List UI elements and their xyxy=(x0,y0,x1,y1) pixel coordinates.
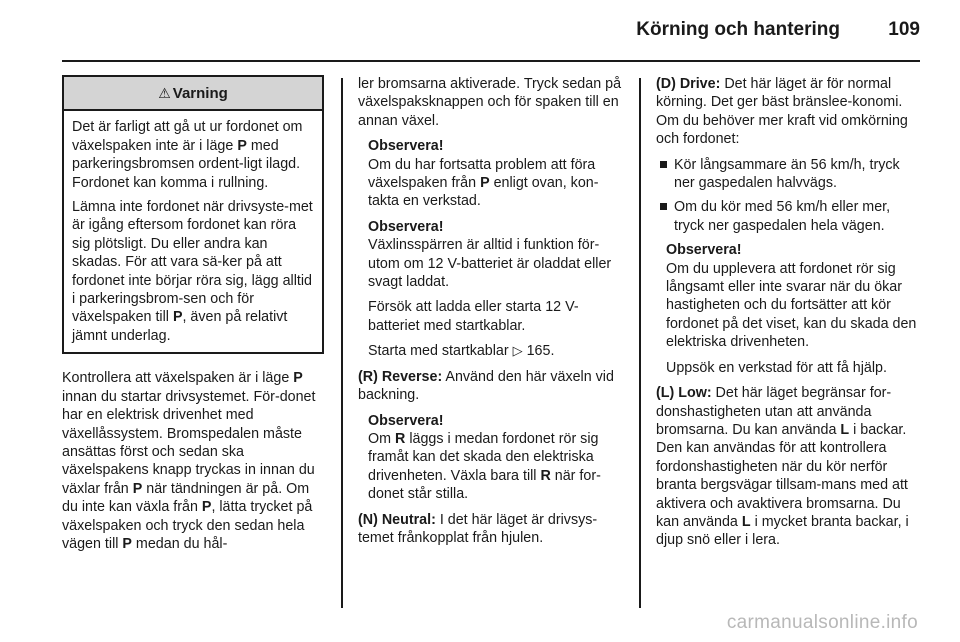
drive-paragraph: (D) Drive: Det här läget är för normal körning. Det ger bäst bränslee-konomi. Om du behöver mer kraft vid omkörning och fordonet: xyxy=(656,76,908,148)
warning-paragraph-2: Lämna inte fordonet när drivsyste-met är igång eftersom fordonet kan röra sig plötsligt. Du eller andra kan skadas. För att vara sä-ker på att fordonet inte börjar röra sig, lägg alltid i parkeringsbrom-sen och för växelspaken till P, även på relativt jämnt underlag. xyxy=(72,199,313,344)
neutral-paragraph: (N) Neutral: I det här läget är drivsys-temet frånkopplat från hjulen. xyxy=(358,511,598,546)
column-3 xyxy=(656,75,924,557)
note-block-2 xyxy=(368,218,625,361)
note-title: Observera! xyxy=(368,218,444,235)
drive-label: (D) Drive: xyxy=(656,76,721,92)
note-text: Om du upplevera att fordonet rör sig långsamt eller inte svarar när du ökar hastigheten och du fortsätter att kör fordonet på det viset, kan du skada den elektriska drivenheten. xyxy=(666,260,917,351)
list-item: Kör långsammare än 56 km/h, tryck ner gaspedalen halvvägs. xyxy=(656,156,924,193)
drive-bullet-list xyxy=(656,156,924,236)
page-number: 109 xyxy=(888,19,920,40)
note-title: Observera! xyxy=(666,242,742,259)
warning-box xyxy=(62,75,324,354)
warning-body xyxy=(64,111,322,352)
column-2 xyxy=(358,75,625,554)
body-continuation: ler bromsarna aktiverade. Tryck sedan på växelspaksknappen och för spaken till en annan växel. xyxy=(358,76,622,129)
note-text-xref: Starta med startkablar ▷ 165. xyxy=(368,343,555,360)
chapter-title: Körning och hantering xyxy=(636,19,840,40)
body-paragraph-check-gear: Kontrollera att växelspaken är i läge P innan du startar drivsystemet. För-donet har en elektrisk drivenhet med växellåssystem. Bromspedalen måste ansättas först och sedan ska växelspakens knapp tryckas in innan du växlar från P när tändningen är på. Om du inte kan växla från P, lätta trycket på växelspaken och tryck den sedan hela vägen till P medan du hål- xyxy=(62,370,316,552)
reverse-paragraph: (R) Reverse: Använd den här växeln vid backning. xyxy=(358,368,614,404)
header-divider xyxy=(62,60,920,62)
list-item: Om du kör med 56 km/h eller mer, tryck ner gaspedalen hela vägen. xyxy=(656,198,924,235)
warning-triangle-icon: ⚠ xyxy=(158,85,171,101)
neutral-label: (N) Neutral: xyxy=(358,511,436,528)
service-text: Uppsök en verkstad för att få hjälp. xyxy=(666,359,887,376)
column-divider-1 xyxy=(341,78,343,608)
page-header xyxy=(0,0,960,62)
note-text: Växlinsspärren är alltid i funktion för-utom om 12 V-batteriet är oladdat eller svagt laddat. xyxy=(368,237,612,291)
warning-paragraph-1: Det är farligt att gå ut ur fordonet om växelspaken inte är i läge P med parkeringsbromsen ordent-ligt ilagd. Fordonet kan komma i rullning. xyxy=(72,119,303,191)
column-1 xyxy=(62,75,324,560)
note-block-3 xyxy=(368,412,625,504)
low-paragraph: (L) Low: Det här läget begränsar for-donshastigheten utan att använda bromsarna. Du kan använda L i backar. Den kan användas för att kontrollera fordonshastigheten när du kör nerför branta bergsvägar tillsam-mans med att aktivera och avaktivera bromsarna. Du kan använda L i mycket branta backar, i djup snö eller i lera. xyxy=(656,385,909,549)
arrow-right-icon: ▷ xyxy=(512,343,523,359)
note-block-1 xyxy=(368,137,625,211)
column-divider-2 xyxy=(639,78,641,608)
note-title: Observera! xyxy=(368,138,444,155)
warning-header xyxy=(64,77,322,111)
low-label: (L) Low: xyxy=(656,385,712,402)
note-block-4 xyxy=(666,241,924,377)
note-title: Observera! xyxy=(368,412,444,429)
note-text: Om R läggs i medan fordonet rör sig framåt kan det skada den elektriska drivenheten. Växla bara till R när for-donet står stilla. xyxy=(368,430,601,503)
xref-page-link[interactable]: 165. xyxy=(526,343,555,360)
reverse-label: (R) Reverse: xyxy=(358,368,443,385)
warning-title: Varning xyxy=(172,85,228,102)
note-text: Försök att ladda eller starta 12 V-batteriet med startkablar. xyxy=(368,299,579,334)
note-text: Om du har fortsatta problem att föra växelspaken från P enligt ovan, kon-takta en verkstad. xyxy=(368,156,599,210)
watermark: carmanualsonline.info xyxy=(726,612,918,633)
